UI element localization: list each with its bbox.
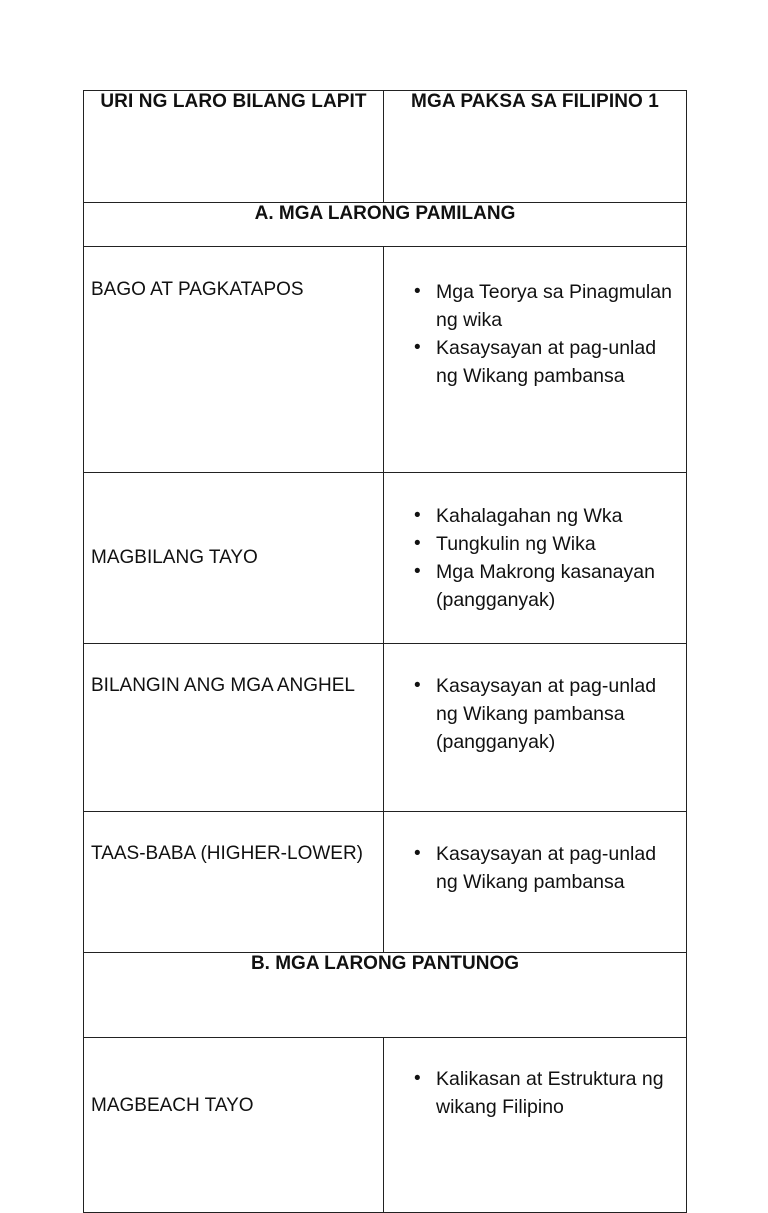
game-name: BAGO AT PAGKATAPOS [91, 279, 304, 300]
list-item: • Kahalagahan ng Wka [384, 502, 686, 530]
topics-cell [384, 1038, 687, 1213]
bullet-icon: • [414, 843, 421, 864]
game-name: BILANGIN ANG MGA ANGHEL [91, 675, 355, 696]
game-name: MAGBEACH TAYO [91, 1095, 254, 1116]
list-item: • Tungkulin ng Wika [384, 530, 686, 558]
game-cell [84, 247, 384, 473]
topics-cell [384, 473, 687, 644]
topics-cell [384, 812, 687, 953]
bullet-icon: • [414, 505, 421, 526]
game-name: TAAS-BABA (HIGHER-LOWER) [91, 843, 364, 864]
section-row [84, 203, 687, 247]
list-item: • Mga Teorya sa Pinagmulan ng wika [384, 278, 686, 334]
section-title-a: A. MGA LARONG PAMILANG [84, 203, 687, 247]
topics-cell [384, 247, 687, 473]
list-item: • Kasaysayan at pag-unlad ng Wikang pambansa [384, 840, 686, 896]
header-row [84, 91, 687, 203]
topics-table [83, 90, 687, 1213]
game-cell [84, 473, 384, 644]
section-row [84, 953, 687, 1038]
list-item: • Mga Makrong kasanayan (pangganyak) [384, 558, 686, 614]
game-cell [84, 812, 384, 953]
section-title-b: B. MGA LARONG PANTUNOG [84, 953, 687, 1038]
topics-cell [384, 644, 687, 812]
table-row [84, 644, 687, 812]
table-row [84, 812, 687, 953]
topic-list [384, 502, 686, 614]
topic-list [384, 672, 686, 756]
list-item: • Kasaysayan at pag-unlad ng Wikang pambansa [384, 334, 686, 390]
game-cell [84, 1038, 384, 1213]
game-cell [84, 644, 384, 812]
bullet-icon: • [414, 337, 421, 358]
game-name: MAGBILANG TAYO [91, 547, 258, 568]
table-row [84, 473, 687, 644]
topic-list [384, 278, 686, 390]
table-row [84, 247, 687, 473]
list-item: • Kasaysayan at pag-unlad ng Wikang pambansa (pangganyak) [384, 672, 686, 756]
bullet-icon: • [414, 675, 421, 696]
topic-list [384, 1065, 686, 1121]
topic-list [384, 840, 686, 896]
header-topics: MGA PAKSA SA FILIPINO 1 [384, 91, 687, 203]
bullet-icon: • [414, 1068, 421, 1089]
table-row [84, 1038, 687, 1213]
bullet-icon: • [414, 533, 421, 554]
bullet-icon: • [414, 561, 421, 582]
list-item: • Kalikasan at Estruktura ng wikang Filipino [384, 1065, 686, 1121]
bullet-icon: • [414, 281, 421, 302]
header-game-type: URI NG LARO BILANG LAPIT [84, 91, 384, 203]
